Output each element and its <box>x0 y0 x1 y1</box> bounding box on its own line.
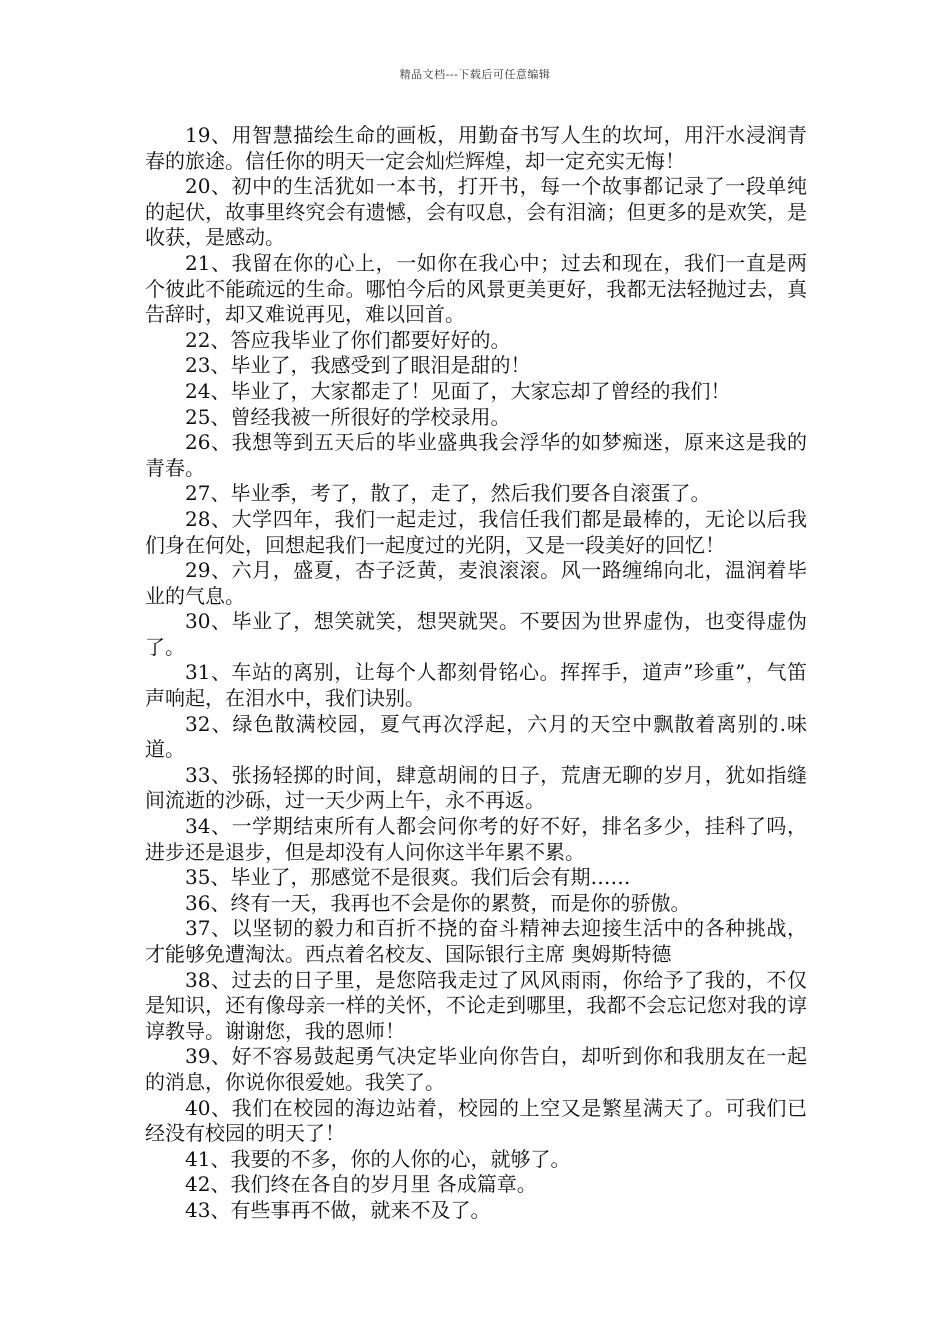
document-body <box>145 123 807 1224</box>
paragraph-39: 39、好不容易鼓起勇气决定毕业向你告白，却听到你和我朋友在一起的消息，你说你很爱她。我笑了。 <box>145 1044 807 1094</box>
paragraph-29: 29、六月，盛夏，杏子泛黄，麦浪滚滚。风一路缠绵向北，温润着毕业的气息。 <box>145 558 807 608</box>
paragraph-34: 34、一学期结束所有人都会问你考的好不好，排名多少，挂科了吗，进步还是退步，但是却没有人问你这半年累不累。 <box>145 814 807 864</box>
paragraph-40: 40、我们在校园的海边站着，校园的上空又是繁星满天了。可我们已经没有校园的明天了！ <box>145 1095 807 1146</box>
paragraph-25: 25、曾经我被一所很好的学校录用。 <box>185 404 511 429</box>
paragraph-36: 36、终有一天，我再也不会是你的累赘，而是你的骄傲。 <box>185 890 691 915</box>
paragraph-37: 37、以坚韧的毅力和百折不挠的奋斗精神去迎接生活中的各种挑战，才能够免遭淘汰。西点着名校友、国际银行主席 奥姆斯特德 <box>145 916 807 966</box>
paragraph-24: 24、毕业了，大家都走了！见面了，大家忘却了曾经的我们！ <box>185 378 731 403</box>
paragraph-43: 43、有些事再不做，就来不及了。 <box>185 1197 491 1222</box>
paragraph-27: 27、毕业季，考了，散了，走了，然后我们要各自滚蛋了。 <box>185 481 711 506</box>
paragraph-33: 33、张扬轻掷的时间，肆意胡闹的日子，荒唐无聊的岁月，犹如指缝间流逝的沙砾，过一天少两上午，永不再返。 <box>145 762 807 813</box>
paragraph-42: 42、我们终在各自的岁月里 各成篇章。 <box>185 1172 537 1197</box>
paragraph-22: 22、答应我毕业了你们都要好好的。 <box>185 327 511 352</box>
paragraph-38: 38、过去的日子里，是您陪我走过了风风雨雨，你给予了我的，不仅是知识，还有像母亲一样的关怀，不论走到哪里，我都不会忘记您对我的谆谆教导。谢谢您，我的恩师！ <box>145 967 807 1043</box>
paragraph-28: 28、大学四年，我们一起走过，我信任我们都是最棒的，无论以后我们身在何处，回想起我们一起度过的光阴，又是一段美好的回忆！ <box>145 506 807 557</box>
paragraph-19: 19、用智慧描绘生命的画板，用勤奋书写人生的坎坷，用汗水浸润青春的旅途。信任你的明天一定会灿烂辉煌，却一定充实无悔！ <box>145 123 807 173</box>
paragraph-41: 41、我要的不多，你的人你的心，就够了。 <box>185 1146 571 1171</box>
paragraph-31: 31、车站的离别，让每个人都刻骨铭心。挥挥手，道声”珍重”，气笛声响起，在泪水中，我们诀别。 <box>145 660 807 711</box>
paragraph-23: 23、毕业了，我感受到了眼泪是甜的！ <box>185 353 531 378</box>
paragraph-21: 21、我留在你的心上，一如你在我心中；过去和现在，我们一直是两个彼此不能疏远的生命。哪怕今后的风景更美更好，我都无法轻抛过去，真告辞时，却又难说再见，难以回首。 <box>145 250 807 327</box>
paragraph-30: 30、毕业了，想笑就笑，想哭就哭。不要因为世界虚伪，也变得虚伪了。 <box>145 609 807 659</box>
paragraph-20: 20、初中的生活犹如一本书，打开书，每一个故事都记录了一段单纯的起伏，故事里终究会有遗憾，会有叹息，会有泪滴；但更多的是欢笑，是收获，是感动。 <box>145 174 807 250</box>
paragraph-26: 26、我想等到五天后的毕业盛典我会浮华的如梦痴迷，原来这是我的青春。 <box>145 430 807 480</box>
page-header: 精品文档---下载后可任意编辑 <box>399 68 551 81</box>
paragraph-35: 35、毕业了，那感觉不是很爽。我们后会有期…… <box>185 865 631 890</box>
paragraph-32: 32、绿色散满校园，夏气再次浮起，六月的天空中飘散着离别的.味道。 <box>145 711 807 762</box>
